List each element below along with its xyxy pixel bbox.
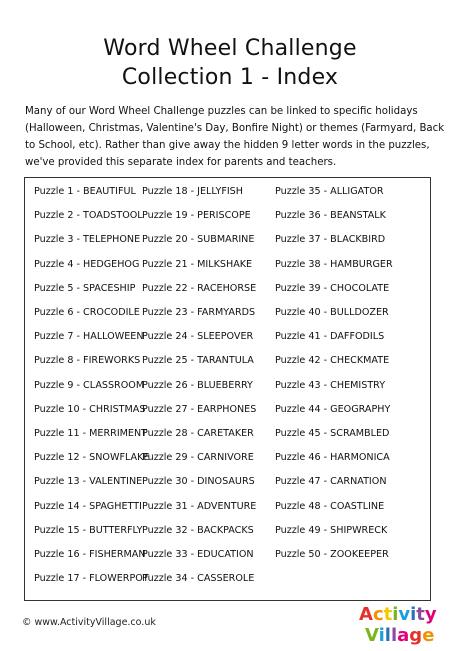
puzzle-index-entry: Puzzle 33 - EDUCATION xyxy=(142,549,254,560)
logo-word-village: Village xyxy=(365,625,435,646)
puzzle-index-entry: Puzzle 7 - HALLOWEEN xyxy=(34,331,144,343)
puzzle-index-entry: Puzzle 6 - CROCODILE xyxy=(34,307,140,318)
puzzle-index-entry: Puzzle 11 - MERRIMENT xyxy=(34,428,148,439)
logo-word-activity: Activity xyxy=(359,604,437,625)
puzzle-index-entry: Puzzle 10 - CHRISTMAS xyxy=(34,403,146,415)
puzzle-index-entry: Puzzle 45 - SCRAMBLED xyxy=(275,428,390,439)
puzzle-index-entry: Puzzle 38 - HAMBURGER xyxy=(275,258,393,270)
puzzle-index-entry: Puzzle 4 - HEDGEHOG xyxy=(34,258,140,270)
puzzle-index-entry: Puzzle 50 - ZOOKEEPER xyxy=(275,549,389,560)
puzzle-index-entry: Puzzle 5 - SPACESHIP xyxy=(34,282,136,294)
puzzle-index-box xyxy=(24,177,431,601)
puzzle-index-entry: Puzzle 21 - MILKSHAKE xyxy=(142,258,253,270)
puzzle-index-entry: Puzzle 25 - TARANTULA xyxy=(142,355,254,367)
puzzle-index-entry: Puzzle 46 - HARMONICA xyxy=(275,452,390,464)
copyright-footer[interactable]: © www.ActivityVillage.co.uk xyxy=(22,617,156,628)
activity-village-logo-graphic xyxy=(357,601,447,647)
puzzle-index-entry: Puzzle 15 - BUTTERFLY xyxy=(34,524,143,536)
puzzle-index-entry: Puzzle 40 - BULLDOZER xyxy=(275,307,389,318)
puzzle-index-entry: Puzzle 16 - FISHERMAN xyxy=(34,549,146,560)
intro-paragraph: Many of our Word Wheel Challenge puzzles can be linked to specific holidays (Halloween, Christmas, Valentine's Day, Bonfire Night) or themes (Farmyard, Back to School, etc). Rather than give away the hidden 9 letter words in the puzzles, we've provided this separate index for parents and teachers. xyxy=(25,106,445,168)
puzzle-index-entry: Puzzle 34 - CASSEROLE xyxy=(142,573,255,585)
puzzle-index-entry: Puzzle 24 - SLEEPOVER xyxy=(142,331,254,343)
puzzle-index-entry: Puzzle 28 - CARETAKER xyxy=(142,428,254,439)
puzzle-index-entry: Puzzle 44 - GEOGRAPHY xyxy=(275,403,391,415)
puzzle-index-entry: Puzzle 19 - PERISCOPE xyxy=(142,210,251,222)
puzzle-index-entry: Puzzle 3 - TELEPHONE xyxy=(34,234,141,246)
puzzle-index-entry: Puzzle 37 - BLACKBIRD xyxy=(275,234,386,246)
puzzle-index-entry: Puzzle 22 - RACEHORSE xyxy=(142,282,257,294)
puzzle-index-entry: Puzzle 35 - ALLIGATOR xyxy=(275,186,384,197)
puzzle-index-entry: Puzzle 41 - DAFFODILS xyxy=(275,331,385,343)
puzzle-index-entry: Puzzle 47 - CARNATION xyxy=(275,476,387,488)
puzzle-index-entry: Puzzle 36 - BEANSTALK xyxy=(275,210,386,222)
puzzle-index-entry: Puzzle 30 - DINOSAURS xyxy=(142,476,255,488)
puzzle-index-entry: Puzzle 29 - CARNIVORE xyxy=(142,452,254,464)
puzzle-index-entry: Puzzle 32 - BACKPACKS xyxy=(142,524,254,536)
puzzle-index-entry: Puzzle 9 - CLASSROOM xyxy=(34,379,145,391)
puzzle-index-entry: Puzzle 17 - FLOWERPOT xyxy=(34,573,149,585)
puzzle-index-entry: Puzzle 8 - FIREWORKS xyxy=(34,355,141,367)
puzzle-index-entry: Puzzle 2 - TOADSTOOL xyxy=(34,210,143,222)
puzzle-index-entry: Puzzle 12 - SNOWFLAKE xyxy=(34,452,150,464)
puzzle-index-entry: Puzzle 49 - SHIPWRECK xyxy=(275,524,388,536)
activity-village-logo[interactable] xyxy=(357,601,447,651)
page-title-line-1: Word Wheel Challenge xyxy=(103,36,357,61)
puzzle-index-entry: Puzzle 18 - JELLYFISH xyxy=(142,186,243,197)
puzzle-index-entry: Puzzle 14 - SPAGHETTI xyxy=(34,500,142,512)
puzzle-index-entry: Puzzle 20 - SUBMARINE xyxy=(142,234,255,246)
puzzle-index-entry: Puzzle 26 - BLUEBERRY xyxy=(142,379,253,391)
puzzle-index-entry: Puzzle 1 - BEAUTIFUL xyxy=(34,186,136,197)
puzzle-index-entry: Puzzle 23 - FARMYARDS xyxy=(142,307,256,318)
puzzle-index-entry: Puzzle 43 - CHEMISTRY xyxy=(275,379,386,391)
page-title-line-2: Collection 1 - Index xyxy=(121,65,339,90)
puzzle-index-entry: Puzzle 31 - ADVENTURE xyxy=(142,500,257,512)
puzzle-index-entry: Puzzle 42 - CHECKMATE xyxy=(275,355,390,367)
puzzle-index-entry: Puzzle 48 - COASTLINE xyxy=(275,500,385,512)
puzzle-index-entry: Puzzle 13 - VALENTINE xyxy=(34,476,143,488)
puzzle-index-entry: Puzzle 39 - CHOCOLATE xyxy=(275,282,390,294)
puzzle-index-entry: Puzzle 27 - EARPHONES xyxy=(142,403,257,415)
